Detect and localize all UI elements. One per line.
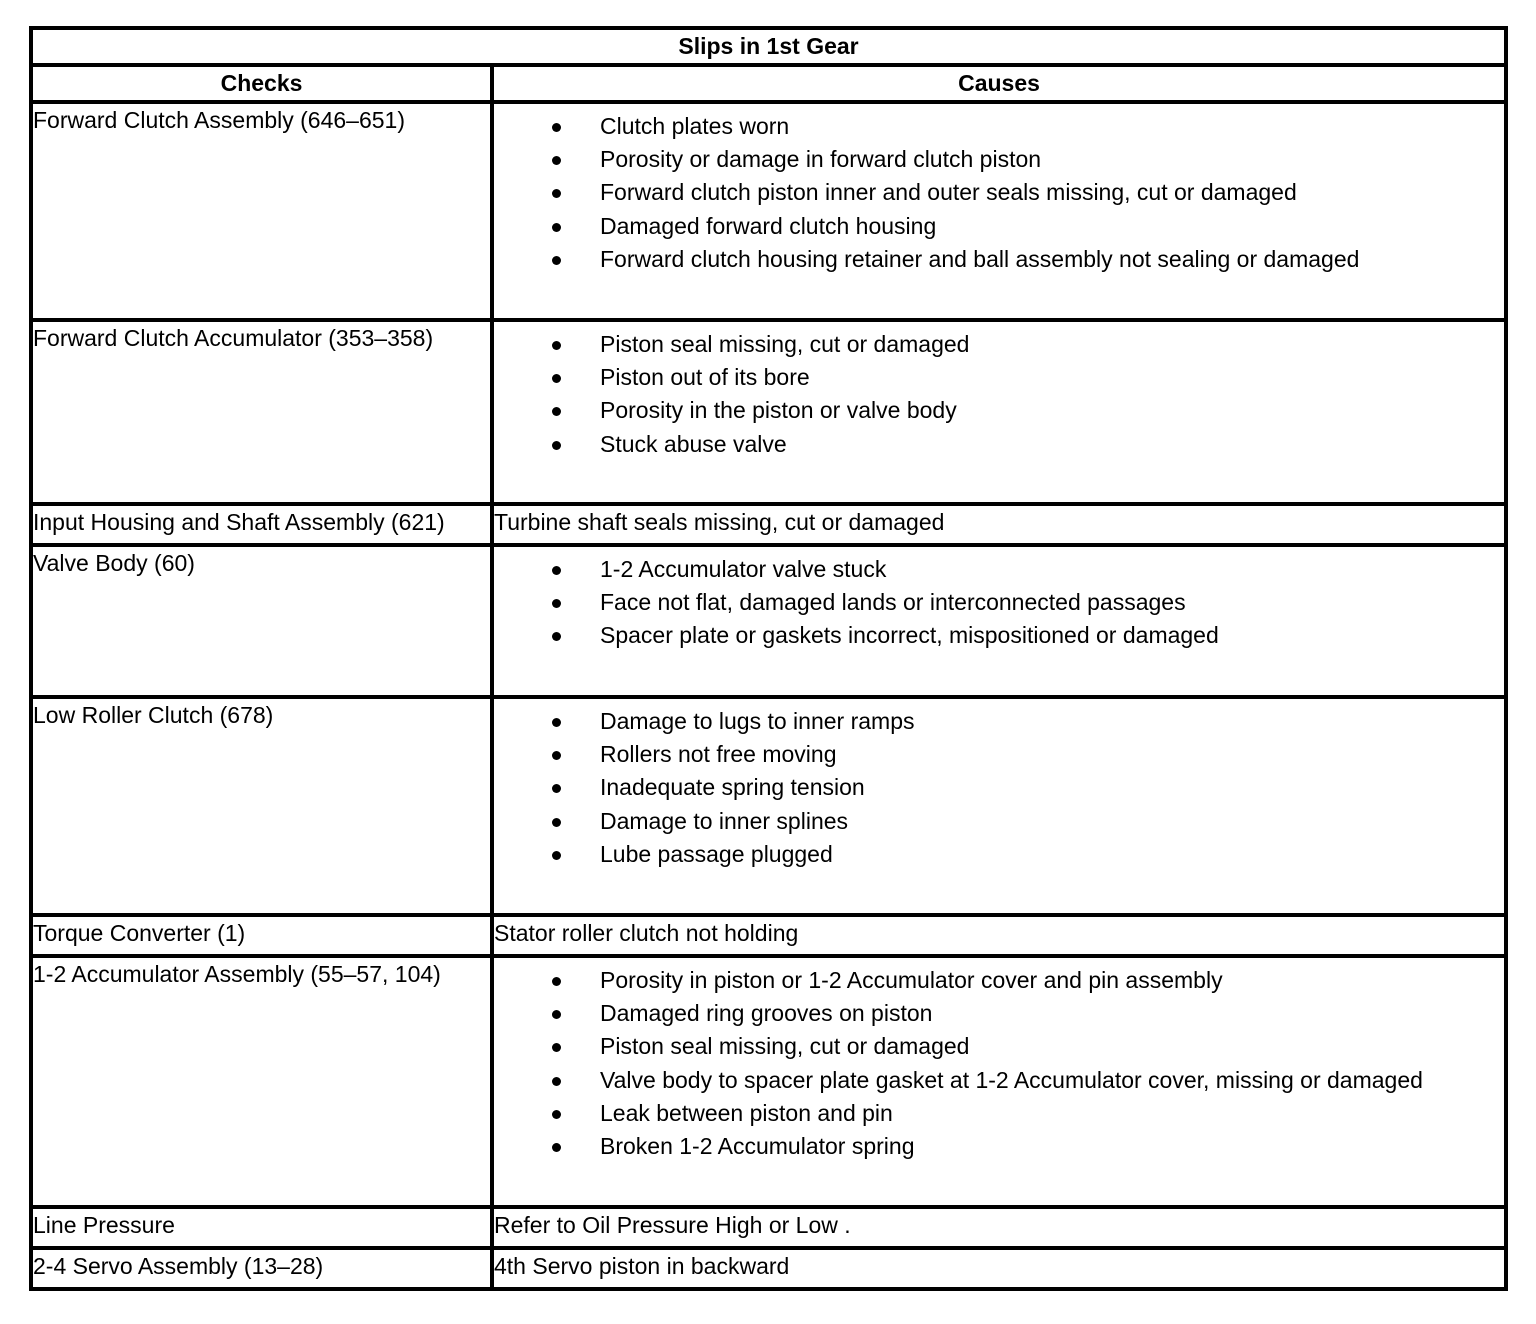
diagnosis-table — [29, 26, 1508, 1291]
cause-item: Clutch plates worn — [494, 110, 1504, 143]
cause-item: Forward clutch piston inner and outer seals missing, cut or damaged — [494, 176, 1504, 209]
header-row — [31, 65, 1506, 102]
causes-cell: 4th Servo piston in backward — [492, 1248, 1506, 1289]
bullet-icon — [552, 818, 561, 827]
cause-item: Damaged forward clutch housing — [494, 210, 1504, 243]
cause-item: Leak between piston and pin — [494, 1097, 1504, 1130]
bullet-icon — [552, 156, 561, 165]
cause-item: Broken 1-2 Accumulator spring — [494, 1130, 1504, 1163]
table-title: Slips in 1st Gear — [31, 28, 1506, 65]
check-cell: Torque Converter (1) — [31, 915, 492, 956]
bullet-icon — [552, 851, 561, 860]
causes-cell — [492, 956, 1506, 1207]
check-cell: 1-2 Accumulator Assembly (55–57, 104) — [31, 956, 492, 1207]
cause-item: Spacer plate or gaskets incorrect, mispositioned or damaged — [494, 619, 1504, 652]
table-row — [31, 1207, 1506, 1248]
cause-list — [494, 328, 1504, 461]
check-cell: Input Housing and Shaft Assembly (621) — [31, 504, 492, 545]
check-cell: Valve Body (60) — [31, 545, 492, 697]
bullet-icon — [552, 1010, 561, 1019]
causes-cell — [492, 102, 1506, 320]
cause-item: Piston seal missing, cut or damaged — [494, 1030, 1504, 1063]
causes-header: Causes — [492, 65, 1506, 102]
bullet-icon — [552, 1110, 561, 1119]
bullet-icon — [552, 599, 561, 608]
bullet-icon — [552, 718, 561, 727]
check-cell: Line Pressure — [31, 1207, 492, 1248]
table-row — [31, 697, 1506, 915]
cause-list — [494, 705, 1504, 871]
bullet-icon — [552, 566, 561, 575]
table-row — [31, 915, 1506, 956]
title-row — [31, 28, 1506, 65]
cause-item: Stuck abuse valve — [494, 428, 1504, 461]
causes-cell: Turbine shaft seals missing, cut or damaged — [492, 504, 1506, 545]
cause-list — [494, 553, 1504, 653]
bullet-icon — [552, 123, 561, 132]
bullet-icon — [552, 632, 561, 641]
cause-list — [494, 110, 1504, 276]
cause-item: Forward clutch housing retainer and ball assembly not sealing or damaged — [494, 243, 1504, 276]
cause-item: Porosity in piston or 1-2 Accumulator cover and pin assembly — [494, 964, 1504, 997]
cause-item: Valve body to spacer plate gasket at 1-2 Accumulator cover, missing or damaged — [494, 1064, 1504, 1097]
table-row — [31, 956, 1506, 1207]
cause-item: Damaged ring grooves on piston — [494, 997, 1504, 1030]
table-row — [31, 320, 1506, 504]
bullet-icon — [552, 751, 561, 760]
bullet-icon — [552, 223, 561, 232]
cause-item: Porosity or damage in forward clutch piston — [494, 143, 1504, 176]
cause-item: Lube passage plugged — [494, 838, 1504, 871]
bullet-icon — [552, 341, 561, 350]
bullet-icon — [552, 1077, 561, 1086]
bullet-icon — [552, 189, 561, 198]
cause-item: 1-2 Accumulator valve stuck — [494, 553, 1504, 586]
cause-item: Face not flat, damaged lands or interconnected passages — [494, 586, 1504, 619]
table-row — [31, 545, 1506, 697]
causes-cell: Stator roller clutch not holding — [492, 915, 1506, 956]
bullet-icon — [552, 977, 561, 986]
bullet-icon — [552, 441, 561, 450]
check-cell: 2-4 Servo Assembly (13–28) — [31, 1248, 492, 1289]
cause-list — [494, 964, 1504, 1163]
table-row — [31, 1248, 1506, 1289]
cause-item: Porosity in the piston or valve body — [494, 394, 1504, 427]
check-cell: Forward Clutch Assembly (646–651) — [31, 102, 492, 320]
table-row — [31, 102, 1506, 320]
causes-cell: Refer to Oil Pressure High or Low . — [492, 1207, 1506, 1248]
causes-cell — [492, 320, 1506, 504]
cause-item: Damage to lugs to inner ramps — [494, 705, 1504, 738]
cause-item: Piston out of its bore — [494, 361, 1504, 394]
bullet-icon — [552, 1043, 561, 1052]
cause-item: Rollers not free moving — [494, 738, 1504, 771]
cause-item: Inadequate spring tension — [494, 771, 1504, 804]
table-row — [31, 504, 1506, 545]
bullet-icon — [552, 1143, 561, 1152]
check-cell: Forward Clutch Accumulator (353–358) — [31, 320, 492, 504]
bullet-icon — [552, 784, 561, 793]
bullet-icon — [552, 256, 561, 265]
causes-cell — [492, 697, 1506, 915]
bullet-icon — [552, 374, 561, 383]
causes-cell — [492, 545, 1506, 697]
bullet-icon — [552, 407, 561, 416]
checks-header: Checks — [31, 65, 492, 102]
check-cell: Low Roller Clutch (678) — [31, 697, 492, 915]
cause-item: Piston seal missing, cut or damaged — [494, 328, 1504, 361]
cause-item: Damage to inner splines — [494, 805, 1504, 838]
